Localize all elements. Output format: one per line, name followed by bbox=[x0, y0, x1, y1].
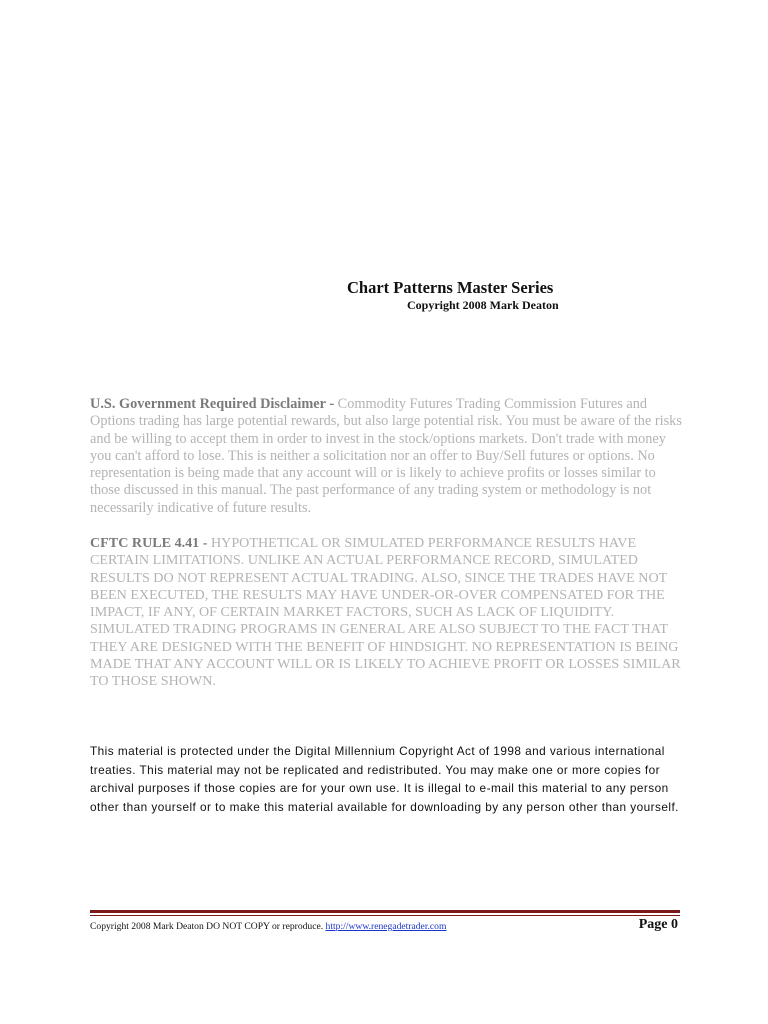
disclaimer-heading: U.S. Government Required Disclaimer - bbox=[90, 396, 338, 412]
footer-copyright bbox=[90, 921, 446, 932]
footer-link[interactable]: http://www.renegadetrader.com bbox=[325, 921, 447, 932]
disclaimer-paragraph bbox=[90, 396, 686, 517]
disclaimer-body: Commodity Futures Trading Commission Futures and Options trading has large potential rewards, but also large potential risk. You must be aware of the risks and be willing to accept them in order to invest in the stock/options markets. Don't trade with money you can't afford to lose. This is neither a solicitation nor an offer to Buy/Sell futures or options. No representation is being made that any account will or is likely to achieve profits or losses similar to those discussed in this manual. The past performance of any trading system or methodology is not necessarily indicative of future results. bbox=[90, 396, 682, 516]
cftc-heading: CFTC RULE 4.41 - bbox=[90, 535, 211, 551]
document-title: Chart Patterns Master Series bbox=[347, 278, 554, 297]
cftc-paragraph bbox=[90, 535, 686, 691]
footer-divider-thin bbox=[90, 915, 680, 916]
footer-divider-thick bbox=[90, 910, 680, 913]
document-subtitle: Copyright 2008 Mark Deaton bbox=[407, 298, 559, 312]
page-footer bbox=[90, 919, 680, 937]
page-number: Page 0 bbox=[638, 917, 678, 932]
footer-copyright-text: Copyright 2008 Mark Deaton DO NOT COPY or reproduce. bbox=[90, 921, 326, 932]
cftc-body: HYPOTHETICAL OR SIMULATED PERFORMANCE RESULTS HAVE CERTAIN LIMITATIONS. UNLIKE AN ACTUAL PERFORMANCE RECORD, SIMULATED RESULTS DO NOT REPRESENT ACTUAL TRADING. ALSO, SINCE THE TRADES HAVE NOT BEEN EXECUTED, THE RESULTS MAY HAVE UNDER-OR-OVER COMPENSATED FOR THE IMPACT, IF ANY, OF CERTAIN MARKET FACTORS, SUCH AS LACK OF LIQUIDITY. SIMULATED TRADING PROGRAMS IN GENERAL ARE ALSO SUBJECT TO THE FACT THAT THEY ARE DESIGNED WITH THE BENEFIT OF HINDSIGHT. NO REPRESENTATION IS BEING MADE THAT ANY ACCOUNT WILL OR IS LIKELY TO ACHIEVE PROFIT OR LOSSES SIMILAR TO THOSE SHOWN. bbox=[90, 535, 681, 690]
copyright-notice: This material is protected under the Digital Millennium Copyright Act of 1998 and various international treaties. This material may not be replicated and redistributed. You may make one or more copies for archival purposes if those copies are for your own use. It is illegal to e-mail this material to any person other than yourself or to make this material available for downloading by any person other than yourself. bbox=[90, 744, 679, 814]
